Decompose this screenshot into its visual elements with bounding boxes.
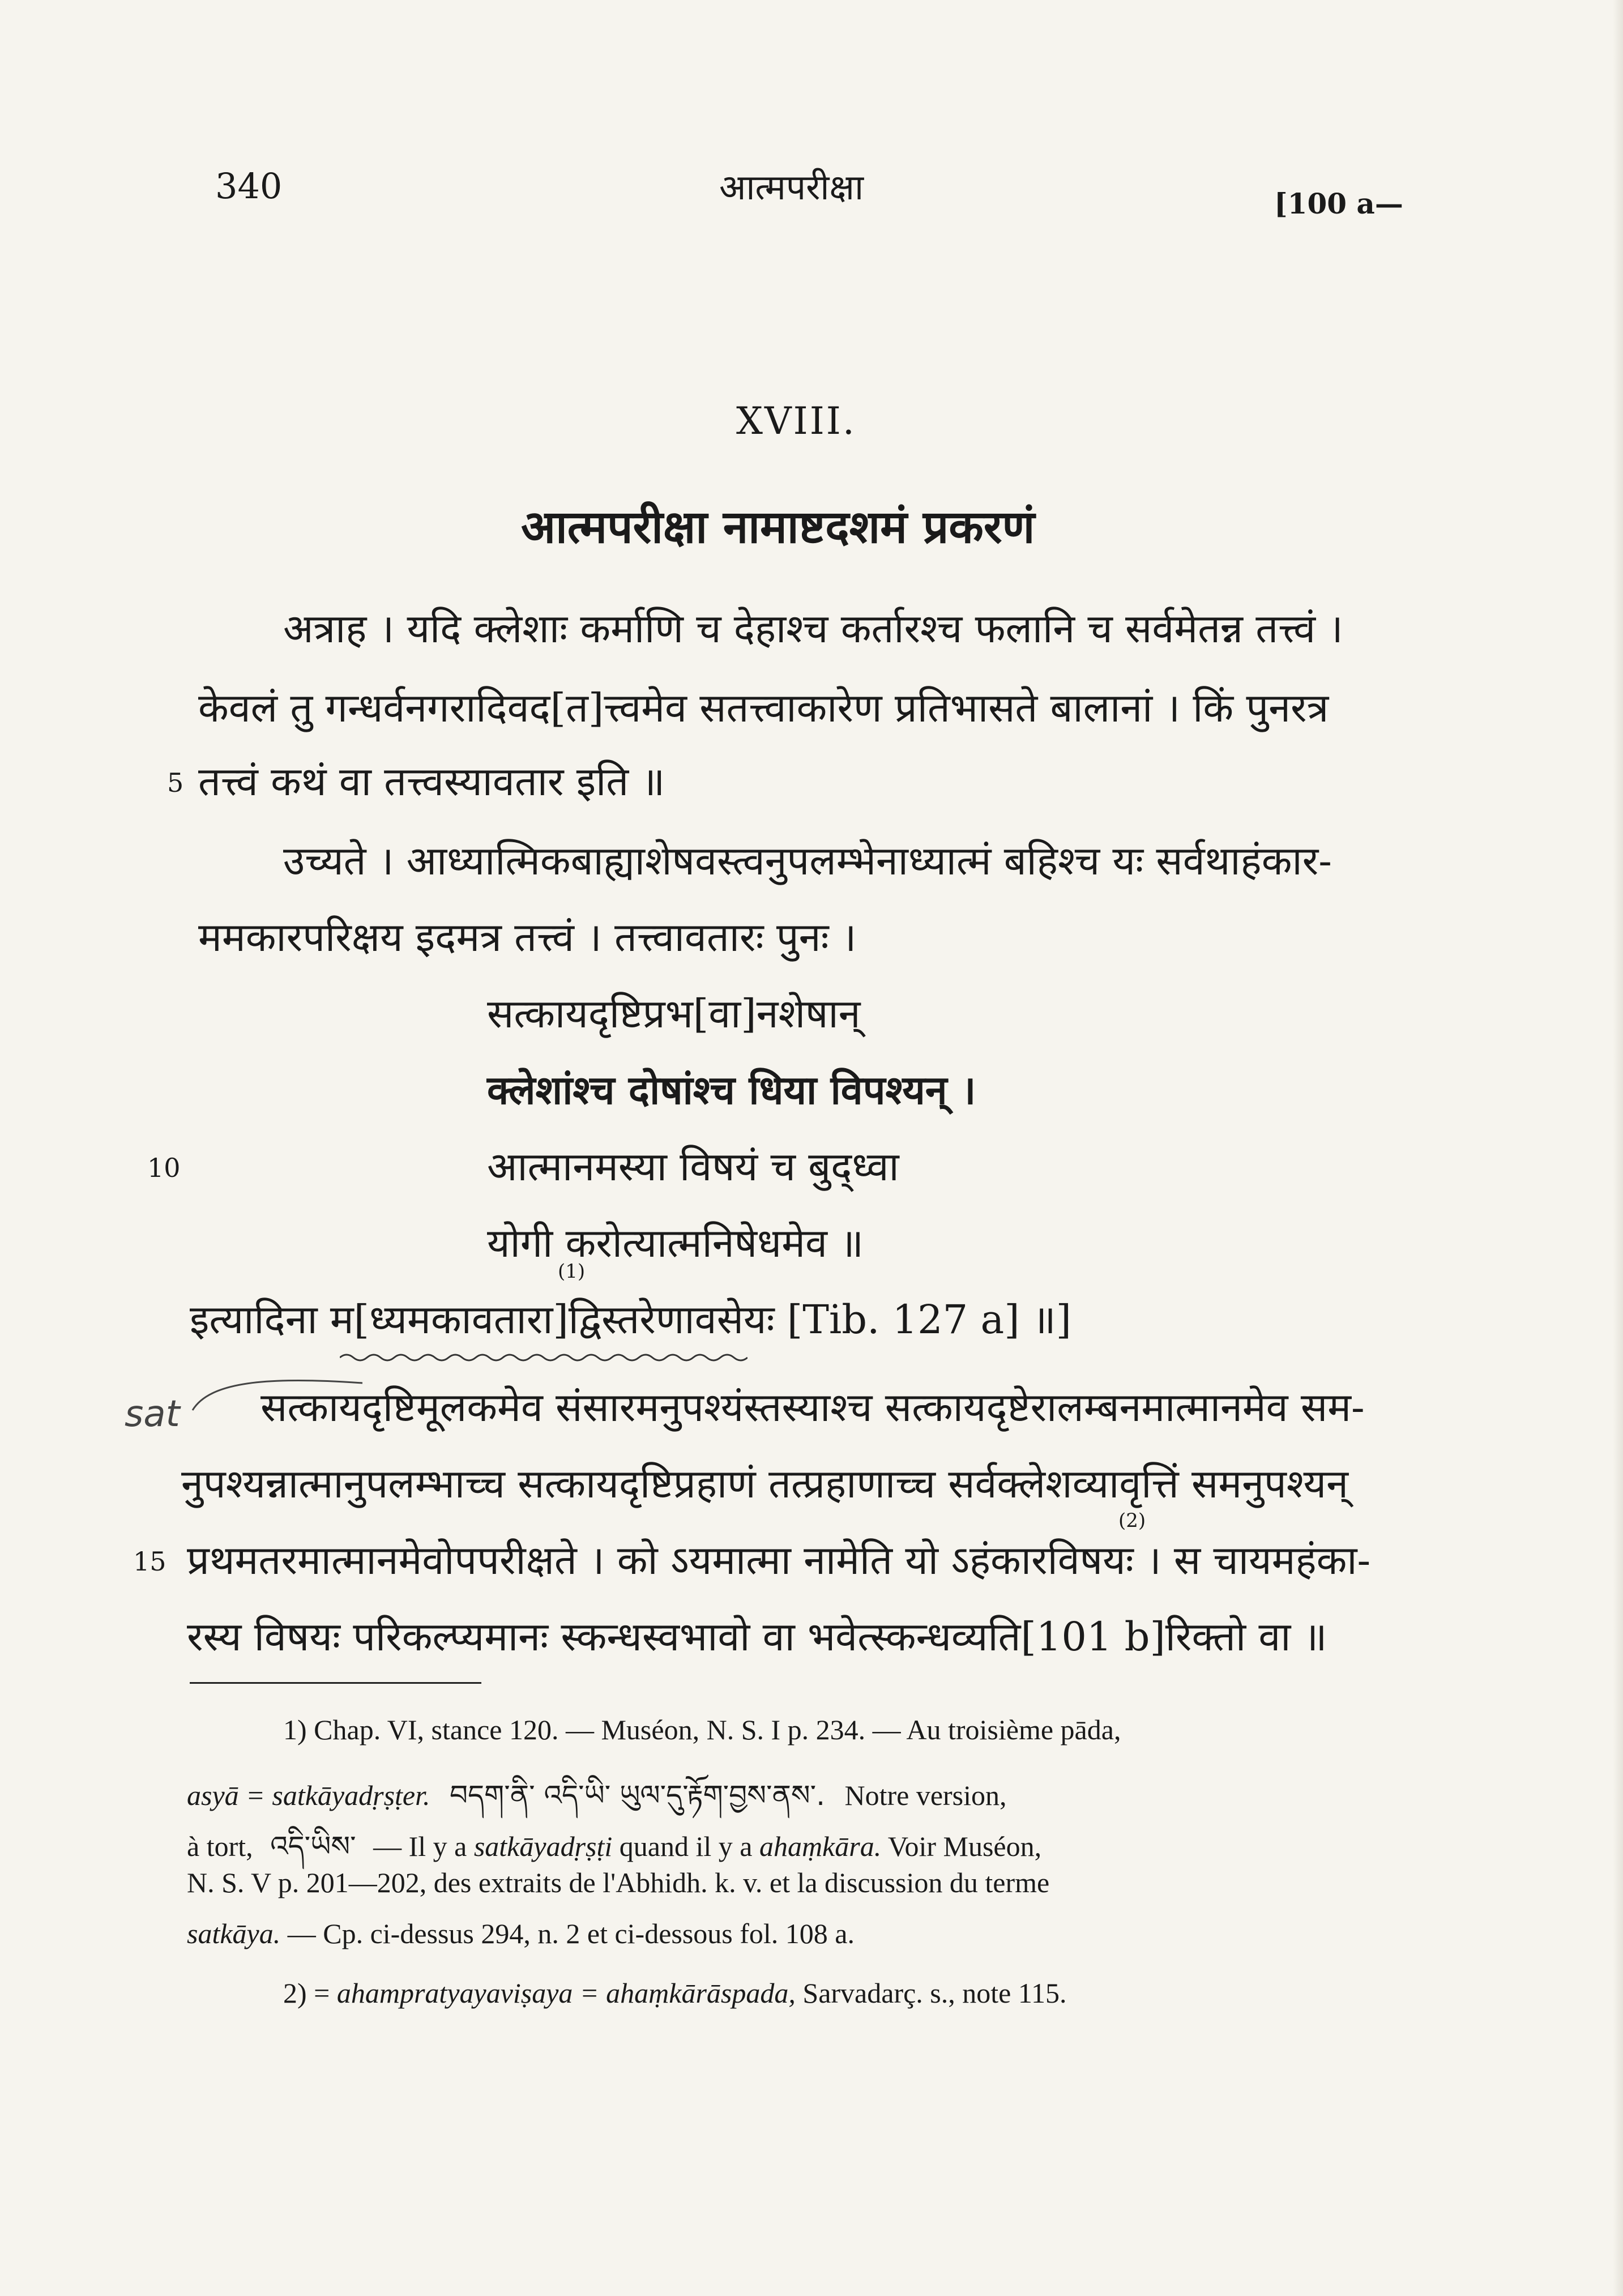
text-line-10: इत्यादिना म[ध्यमकावतारा]द्विस्तरेणावसेयः [Tib. 127 a] ॥] <box>190 1296 1071 1343</box>
footnote-1-line-4: N. S. V p. 201—202, des extraits de l'Abhidh. k. v. et la discussion du terme <box>187 1867 1050 1898</box>
footnote-1-quand: quand il y a <box>619 1830 753 1862</box>
margin-annotation: sat <box>125 1393 180 1435</box>
footnote-1-sanskrit: asyā = satkāyadṛṣṭer. <box>187 1779 430 1811</box>
line-number-5: 5 <box>167 767 184 798</box>
page-edge-shadow <box>1613 0 1623 2296</box>
running-title: आत्मपरीक्षा <box>719 167 864 208</box>
wavy-underline <box>340 1351 748 1364</box>
footnote-1-a-tort: à tort, <box>187 1830 253 1862</box>
text-line-1: अत्राह । यदि क्लेशाः कर्माणि च देहाश्च कर्तारश्च फलानि च सर्वमेतन्न तत्त्वं । <box>283 605 1343 652</box>
footnote-2 <box>283 1977 1066 2009</box>
text-line-3: तत्त्वं कथं वा तत्त्वस्यावतार इति ॥ <box>198 758 665 805</box>
text-line-14: रस्य विषयः परिकल्प्यमानः स्कन्धस्वभावो वा भवेत्स्कन्धव्यति[101 b]रिक्तो वा ॥ <box>187 1614 1327 1660</box>
footnote-1-cp: — Cp. ci-dessus 294, n. 2 et ci-dessous fol. 108 a. <box>287 1918 855 1949</box>
text-line-4: उच्यते । आध्यात्मिकबाह्याशेषवस्त्वनुपलम्भेनाध्यात्मं बहिश्च यः सर्वथाहंकार- <box>283 838 1332 884</box>
footnote-1-tibetan: བདག་ནི་ འདི་ཡི་ ཡུལ་དུ་རྟོག་བྱས་ནས་. <box>450 1779 825 1812</box>
footnote-marker-1: (1) <box>558 1260 586 1283</box>
footnote-1-line-1: 1) Chap. VI, stance 120. — Muséon, N. S. I p. 234. — Au troisième pāda, <box>283 1714 1121 1746</box>
footnote-1-satkaya: satkāya. <box>187 1918 281 1949</box>
footnote-1-tibetan-2: འདི་ཡིས་ <box>270 1830 356 1863</box>
footnote-2-marker: 2) = <box>283 1977 330 2009</box>
text-line-13: प्रथमतरमात्मानमेवोपपरीक्षते । को ऽयमात्मा नामेति यो ऽहंकारविषयः । स चायमहंका- <box>187 1537 1371 1584</box>
footnote-marker-2: (2) <box>1118 1509 1146 1532</box>
footnote-1-il-y-a: — Il y a <box>373 1830 467 1862</box>
text-line-2: केवलं तु गन्धर्वनगरादिवद[त]त्त्वमेव सतत्त्वाकारेण प्रतिभासते बालानां । किं पुनरत्र <box>198 685 1329 731</box>
text-line-5: ममकारपरिक्षय इदमत्र तत्त्वं । तत्त्वावतारः पुनः । <box>198 914 857 961</box>
footnote-2-terms: ahampratyayaviṣaya = ahaṃkārāspada, <box>336 1977 796 2009</box>
verse-line-4: योगी करोत्यात्मनिषेधमेव ॥ <box>487 1220 864 1266</box>
text-line-12: नुपश्यन्नात्मानुपलम्भाच्च सत्कायदृष्टिप्रहाणं तत्प्रहाणाच्च सर्वक्लेशव्यावृत्तिं समनुपश्यन् <box>181 1461 1348 1507</box>
chapter-numeral: XVIII. <box>736 399 856 443</box>
footnote-1-satkayadrsti: satkāyadṛṣṭi <box>473 1830 613 1862</box>
text-line-11: सत्कायदृष्टिमूलकमेव संसारमनुपश्यंस्तस्याश्च सत्कायदृष्टेरालम्बनमात्मानमेव सम- <box>260 1384 1365 1431</box>
folio-reference: [100 a— <box>1274 187 1403 220</box>
verse-line-2: क्लेशांश्च दोषांश्च धिया विपश्यन् । <box>487 1066 976 1113</box>
footnote-1-voir: Voir Muséon, <box>887 1830 1042 1862</box>
footnote-separator <box>190 1682 481 1684</box>
page-number: 340 <box>215 165 283 207</box>
footnote-1-note: Notre version, <box>844 1779 1007 1811</box>
footnote-1-ahamkara: ahaṃkāra. <box>759 1830 882 1862</box>
footnote-1-line-5 <box>187 1917 855 1950</box>
verse-line-1: सत्कायदृष्टिप्रभ[वा]नशेषान् <box>487 991 861 1037</box>
verse-line-3: आत्मानमस्या विषयं च बुद्ध्वा <box>487 1143 899 1190</box>
chapter-title: आत्मपरीक्षा नामाष्टदशमं प्रकरणं <box>521 500 1035 553</box>
line-number-15: 15 <box>133 1546 166 1577</box>
line-number-10: 10 <box>147 1153 181 1183</box>
footnote-2-source: Sarvadarç. s., note 115. <box>802 1977 1067 2009</box>
